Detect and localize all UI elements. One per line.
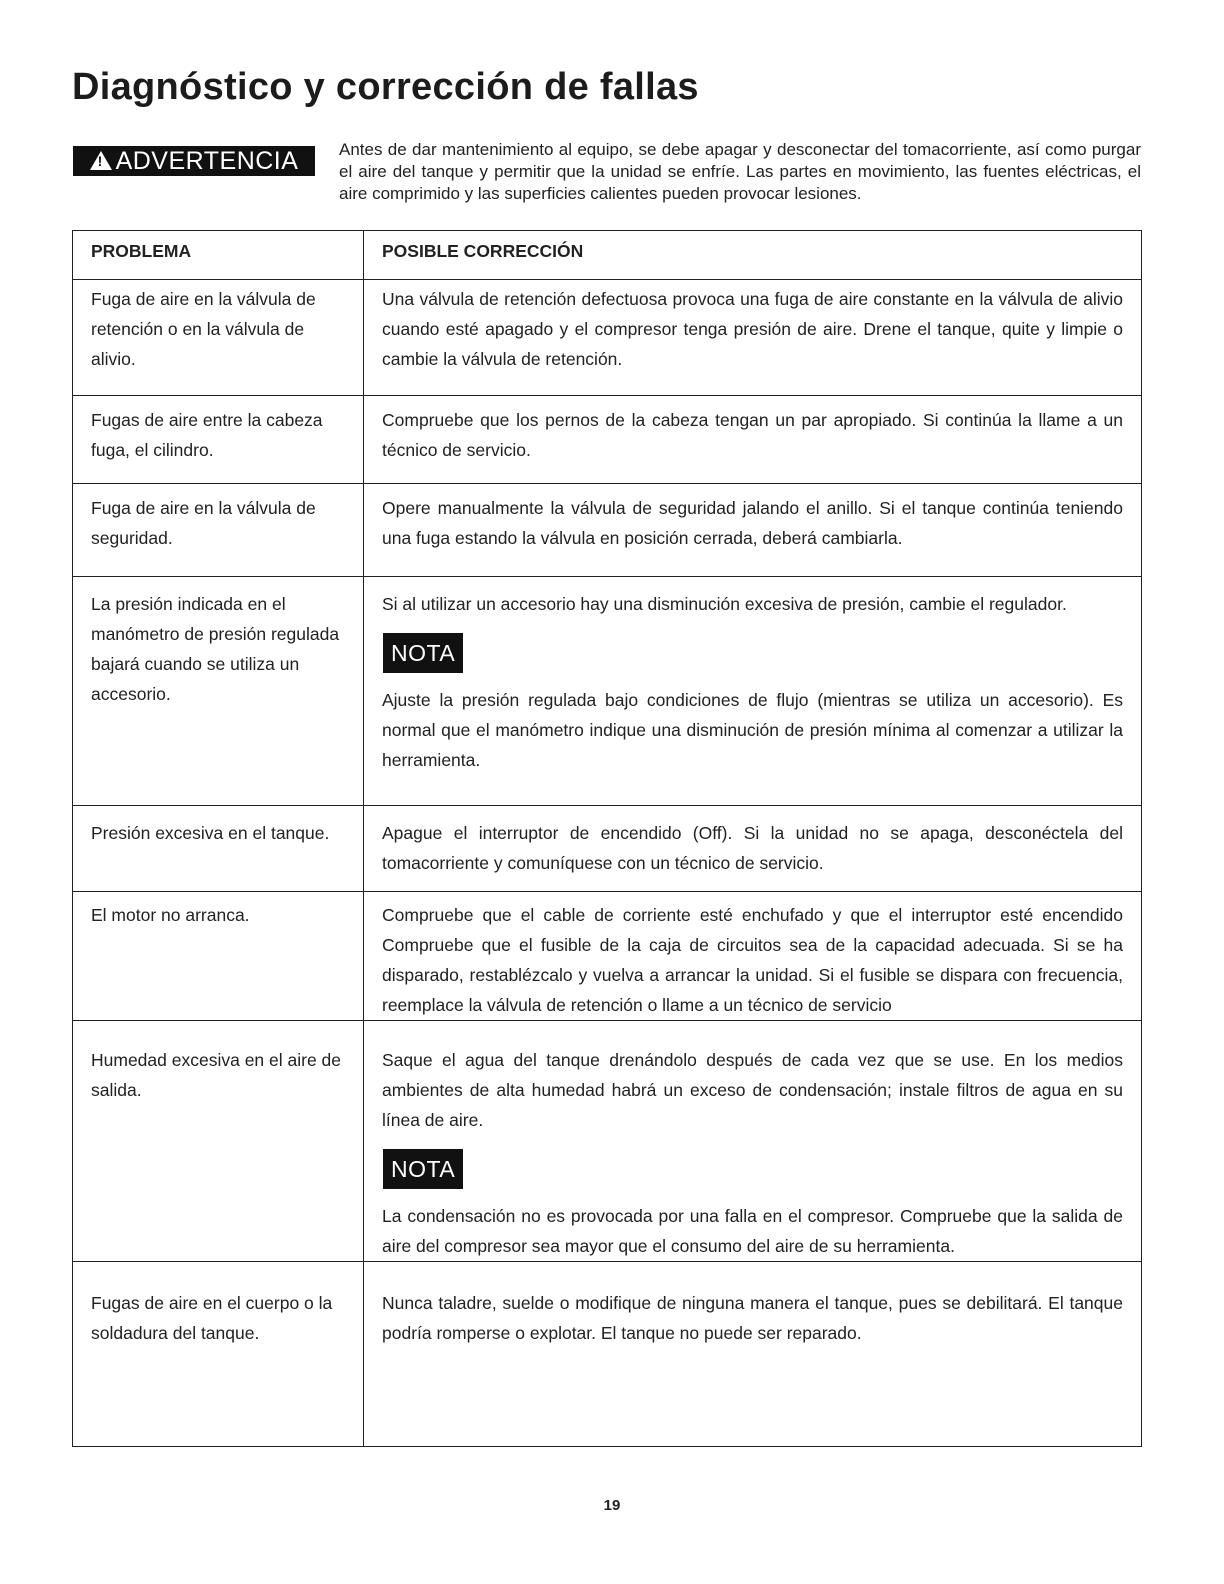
table-row (73, 577, 1142, 806)
correction-cell: Nunca taladre, suelde o modifique de ninguna manera el tanque, pues se debilitará. El tanque podría romperse o explotar. El tanque no puede ser reparado. (364, 1262, 1142, 1447)
correction-cell (364, 1021, 1142, 1262)
table-header-row (73, 231, 1142, 280)
problem-cell: Fuga de aire en la válvula de seguridad. (73, 484, 364, 577)
page-number: 19 (603, 1497, 621, 1514)
nota-badge: NOTA (383, 633, 463, 673)
correction-text: Si al utilizar un accesorio hay una disminución excesiva de presión, cambie el regulador. (382, 594, 1067, 614)
warning-badge (73, 146, 315, 176)
correction-cell: Compruebe que el cable de corriente esté enchufado y que el interruptor esté encendido Compruebe que el fusible de la caja de circuitos sea de la capacidad adecuada. Si se ha disparado, restablézcalo y vuelva a arrancar la unidad. Si el fusible se dispara con frecuencia, reemplace la válvula de retención o llame a un técnico de servicio (364, 892, 1142, 1021)
warning-triangle-icon (90, 151, 112, 170)
problem-cell: Fugas de aire en el cuerpo o la soldadura del tanque. (73, 1262, 364, 1447)
correction-note: Ajuste la presión regulada bajo condiciones de flujo (mientras se utiliza un accesorio). Es normal que el manómetro indique una disminución de presión mínima al comenzar a utilizar la herramienta. (382, 690, 1123, 770)
header-problema: PROBLEMA (73, 231, 364, 280)
table-row (73, 1021, 1142, 1262)
table-row (73, 1262, 1142, 1447)
problem-cell: Fugas de aire entre la cabeza fuga, el cilindro. (73, 396, 364, 484)
table-row (73, 484, 1142, 577)
warning-badge-label: ADVERTENCIA (115, 147, 299, 175)
problem-cell: Humedad excesiva en el aire de salida. (73, 1021, 364, 1262)
correction-text: Saque el agua del tanque drenándolo después de cada vez que se use. En los medios ambientes de alta humedad habrá un exceso de condensación; instale filtros de agua en su línea de aire. (382, 1050, 1123, 1130)
problem-cell: La presión indicada en el manómetro de presión regulada bajará cuando se utiliza un accesorio. (73, 577, 364, 806)
nota-badge: NOTA (383, 1149, 463, 1189)
correction-cell: Opere manualmente la válvula de seguridad jalando el anillo. Si el tanque continúa teniendo una fuga estando la válvula en posición cerrada, deberá cambiarla. (364, 484, 1142, 577)
table-row (73, 280, 1142, 396)
table-row (73, 892, 1142, 1021)
troubleshooting-table (72, 230, 1142, 1447)
header-correccion: POSIBLE CORRECCIÓN (364, 231, 1142, 280)
page-title: Diagnóstico y corrección de fallas (72, 66, 699, 108)
problem-cell: Presión excesiva en el tanque. (73, 806, 364, 892)
correction-cell (364, 577, 1142, 806)
table-row (73, 806, 1142, 892)
warning-text: Antes de dar mantenimiento al equipo, se debe apagar y desconectar del tomacorriente, así como purgar el aire del tanque y permitir que la unidad se enfríe. Las partes en movimiento, las fuentes eléctricas, el aire comprimido y las superficies calientes pueden provocar lesiones. (339, 140, 1141, 203)
correction-cell: Apague el interruptor de encendido (Off). Si la unidad no se apaga, desconéctela del tomacorriente y comuníquese con un técnico de servicio. (364, 806, 1142, 892)
table-row (73, 396, 1142, 484)
correction-note: La condensación no es provocada por una falla en el compresor. Compruebe que la salida de aire del compresor sea mayor que el consumo del aire de su herramienta. (382, 1206, 1123, 1256)
problem-cell: El motor no arranca. (73, 892, 364, 1021)
correction-cell: Una válvula de retención defectuosa provoca una fuga de aire constante en la válvula de alivio cuando esté apagado y el compresor tenga presión de aire. Drene el tanque, quite y limpie o cambie la válvula de retención. (364, 280, 1142, 396)
problem-cell: Fuga de aire en la válvula de retención o en la válvula de alivio. (73, 280, 364, 396)
correction-cell: Compruebe que los pernos de la cabeza tengan un par apropiado. Si continúa la llame a un técnico de servicio. (364, 396, 1142, 484)
